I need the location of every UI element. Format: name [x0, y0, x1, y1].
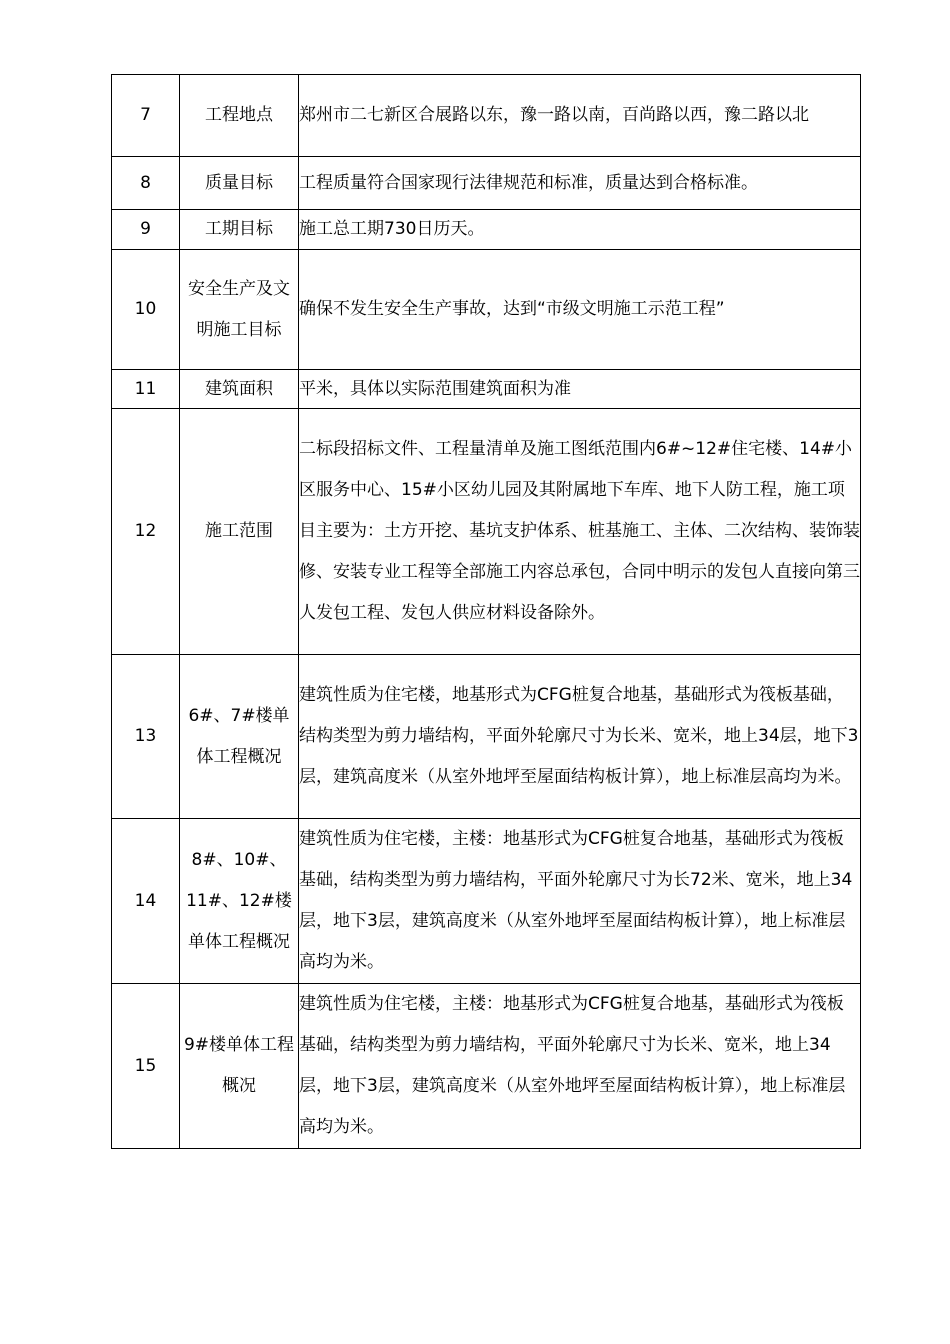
row-label: 质量目标: [180, 157, 299, 210]
row-number: 7: [112, 75, 180, 157]
row-number: 15: [112, 984, 180, 1149]
table-row: [112, 157, 861, 210]
table-row: [112, 370, 861, 409]
row-content: 工程质量符合国家现行法律规范和标准，质量达到合格标准。: [299, 157, 861, 210]
table-row: [112, 655, 861, 819]
row-label: 施工范围: [180, 409, 299, 655]
row-number: 11: [112, 370, 180, 409]
table-row: [112, 210, 861, 250]
row-number: 13: [112, 655, 180, 819]
row-label: 9#楼单体工程概况: [180, 984, 299, 1149]
row-label: 安全生产及文明施工目标: [180, 250, 299, 370]
row-content: 施工总工期730日历天。: [299, 210, 861, 250]
table-row: [112, 409, 861, 655]
row-label: 8#、10#、11#、12#楼单体工程概况: [180, 819, 299, 984]
row-content: 建筑性质为住宅楼，主楼：地基形式为CFG桩复合地基，基础形式为筏板基础，结构类型为剪力墙结构，平面外轮廓尺寸为长米、宽米，地上34层，地下3层，建筑高度米（从室外地坪至屋面结构板计算），地上标准层高均为米。: [299, 984, 861, 1149]
project-overview-table: [111, 74, 861, 1149]
row-content: 确保不发生安全生产事故，达到“市级文明施工示范工程”: [299, 250, 861, 370]
row-number: 14: [112, 819, 180, 984]
table-row: [112, 75, 861, 157]
row-content: 平米，具体以实际范围建筑面积为准: [299, 370, 861, 409]
row-label: 6#、7#楼单体工程概况: [180, 655, 299, 819]
row-label: 建筑面积: [180, 370, 299, 409]
table-row: [112, 984, 861, 1149]
row-number: 10: [112, 250, 180, 370]
row-label: 工程地点: [180, 75, 299, 157]
table-row: [112, 250, 861, 370]
row-label: 工期目标: [180, 210, 299, 250]
row-content: 郑州市二七新区合展路以东，豫一路以南，百尚路以西，豫二路以北: [299, 75, 861, 157]
row-content: 建筑性质为住宅楼，主楼：地基形式为CFG桩复合地基，基础形式为筏板基础，结构类型为剪力墙结构，平面外轮廓尺寸为长72米、宽米，地上34层，地下3层，建筑高度米（从室外地坪至屋面结构板计算），地上标准层高均为米。: [299, 819, 861, 984]
table-row: [112, 819, 861, 984]
row-content: 建筑性质为住宅楼，地基形式为CFG桩复合地基，基础形式为筏板基础，结构类型为剪力墙结构，平面外轮廓尺寸为长米、宽米，地上34层，地下3层，建筑高度米（从室外地坪至屋面结构板计算），地上标准层高均为米。: [299, 655, 861, 819]
row-content: 二标段招标文件、工程量清单及施工图纸范围内6#~12#住宅楼、14#小区服务中心、15#小区幼儿园及其附属地下车库、地下人防工程，施工项目主要为：土方开挖、基坑支护体系、桩基施工、主体、二次结构、装饰装修、安装专业工程等全部施工内容总承包，合同中明示的发包人直接向第三人发包工程、发包人供应材料设备除外。: [299, 409, 861, 655]
row-number: 9: [112, 210, 180, 250]
row-number: 12: [112, 409, 180, 655]
row-number: 8: [112, 157, 180, 210]
